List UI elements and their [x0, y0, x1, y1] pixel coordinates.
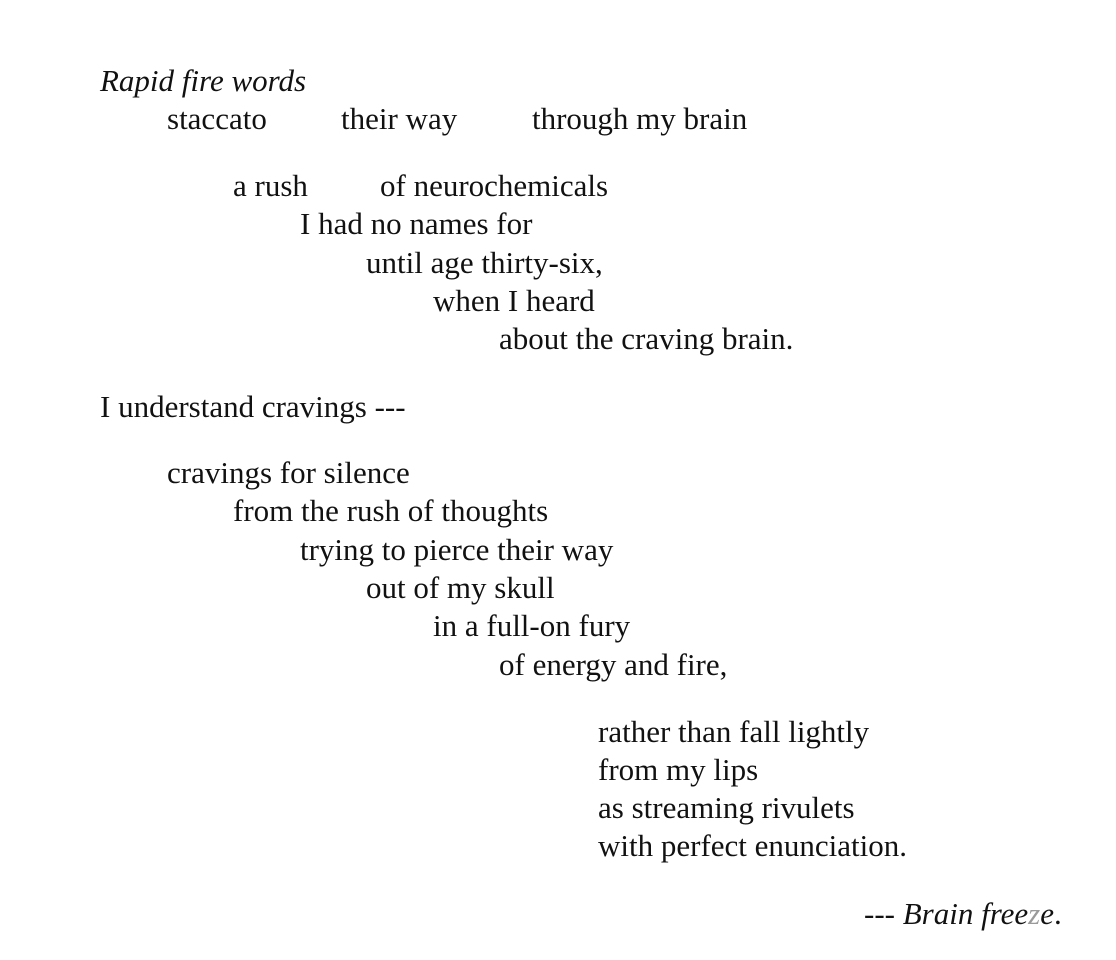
poem-line-rush-of-thoughts: from the rush of thoughts — [233, 493, 549, 528]
poem-line-from-my-lips: from my lips — [598, 752, 759, 787]
signature-title-main: Brain free — [902, 896, 1029, 931]
poem-line-no-names: I had no names for — [300, 206, 533, 241]
poem-line-their-way — [341, 100, 457, 138]
poem-line-fall-lightly: rather than fall lightly — [598, 714, 870, 749]
poem-line-craving-brain: about the craving brain. — [499, 321, 794, 356]
poem-line-staccato — [167, 100, 267, 138]
poem-line-thirty-six: until age thirty-six, — [366, 245, 603, 280]
poem-fragment-of-neurochemicals: of neurochemicals — [380, 168, 609, 203]
poem-fragment-staccato: staccato — [167, 101, 267, 136]
poem-line-pierce-their-way: trying to pierce their way — [300, 532, 614, 567]
signature-dashes: --- — [864, 896, 903, 931]
poem-line-a-rush — [233, 167, 308, 205]
poem-line-perfect-enunciation: with perfect enunciation. — [598, 828, 908, 863]
signature-title-faded-letter: z — [1028, 896, 1041, 931]
poem-line-energy-and-fire: of energy and fire, — [499, 647, 728, 682]
poem-line-full-on-fury: in a full-on fury — [433, 608, 631, 643]
poem-signature — [864, 895, 1062, 933]
poem-fragment-through-my-brain: through my brain — [532, 101, 748, 136]
poem-line-of-neurochemicals — [380, 167, 608, 205]
poem-line-cravings-for-silence: cravings for silence — [167, 455, 410, 490]
poem-line-through-my-brain — [532, 100, 747, 138]
poem-line-streaming-rivulets: as streaming rivulets — [598, 790, 855, 825]
poem-line-out-of-my-skull: out of my skull — [366, 570, 555, 605]
signature-title-end: e — [1040, 896, 1054, 931]
poem-fragment-a-rush: a rush — [233, 168, 308, 203]
signature-title — [903, 896, 1054, 931]
poem-line-when-i-heard: when I heard — [433, 283, 595, 318]
poem-line-understand-cravings: I understand cravings --- — [100, 389, 406, 424]
poem-line-rapid-fire-words: Rapid fire words — [100, 63, 307, 98]
poem-fragment-their-way: their way — [341, 101, 458, 136]
signature-period: . — [1054, 896, 1062, 931]
